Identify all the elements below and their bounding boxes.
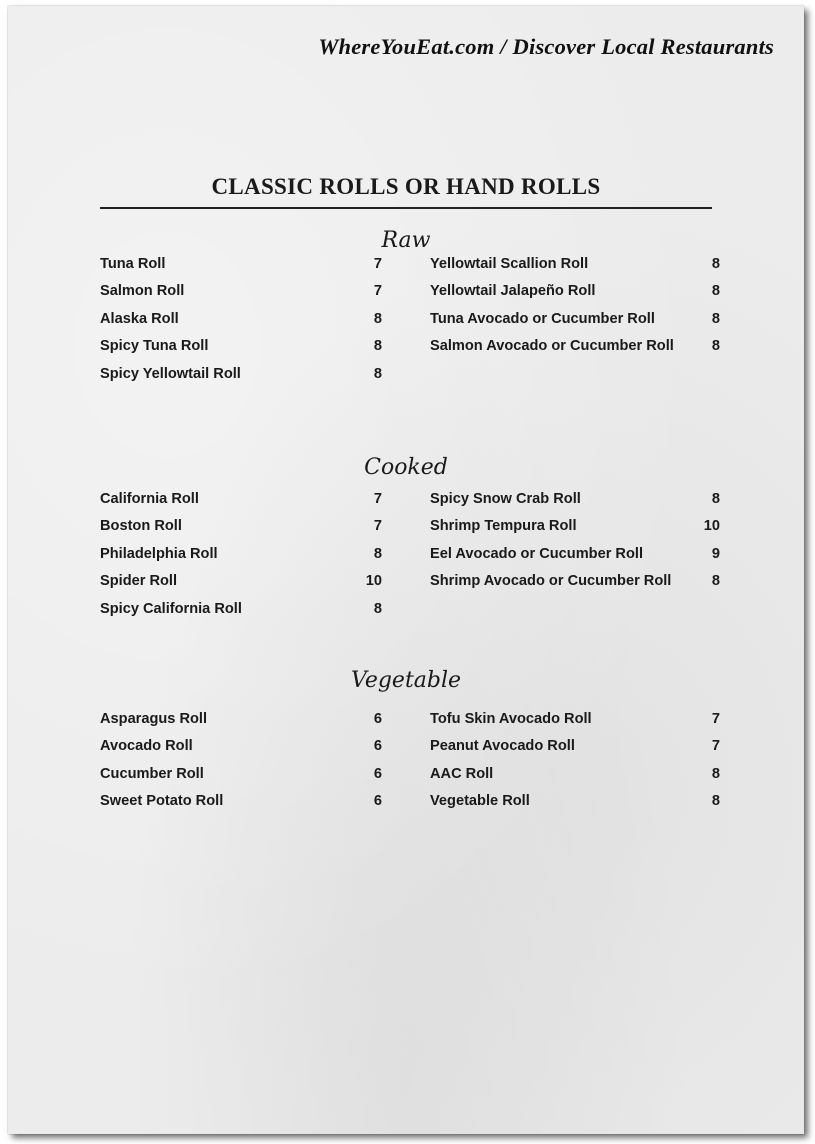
item-price: 7 (373, 491, 382, 507)
menu-item (430, 766, 720, 793)
item-price: 8 (711, 338, 720, 355)
menu-item (430, 793, 720, 820)
site-watermark: WhereYouEat.com / Discover Local Restaurants (318, 34, 774, 59)
menu-item (430, 311, 720, 338)
menu-item (100, 601, 390, 628)
menu-item (100, 366, 390, 393)
item-price: 8 (711, 283, 720, 300)
item-price: 7 (373, 283, 382, 300)
menu-item (100, 546, 390, 573)
item-price: 9 (711, 545, 720, 562)
item-price: 6 (373, 711, 382, 727)
item-price: 10 (703, 518, 720, 535)
menu-item (100, 256, 390, 283)
item-price: 7 (373, 518, 382, 535)
item-name: Philadelphia Roll (100, 545, 218, 562)
cooked-right-list (430, 491, 720, 601)
item-name: Avocado Roll (100, 738, 193, 755)
menu-item (100, 766, 390, 793)
menu-item (100, 311, 390, 338)
item-price: 8 (711, 256, 720, 272)
item-name: Spicy Yellowtail Roll (100, 365, 241, 382)
menu-item (430, 738, 720, 765)
menu-item (100, 491, 390, 518)
item-name: Boston Roll (100, 518, 182, 535)
item-name: Shrimp Tempura Roll (430, 518, 577, 535)
item-name: Salmon Roll (100, 283, 185, 300)
menu-item (100, 738, 390, 765)
item-name: Asparagus Roll (100, 711, 208, 727)
item-name: Spider Roll (100, 573, 178, 590)
item-name: Tuna Avocado or Cucumber Roll (430, 310, 655, 327)
menu-item (100, 573, 390, 600)
item-name: Vegetable Roll (430, 793, 530, 810)
page-title: CLASSIC ROLLS OR HAND ROLLS (211, 174, 601, 199)
item-price: 8 (373, 365, 382, 382)
title-divider (100, 207, 712, 209)
menu-item (430, 491, 720, 518)
raw-left-list (100, 256, 390, 393)
menu-item (430, 711, 720, 738)
item-name: Sweet Potato Roll (100, 793, 224, 810)
item-price: 6 (373, 738, 382, 755)
item-name: Spicy Snow Crab Roll (430, 491, 581, 507)
item-price: 8 (373, 600, 382, 617)
raw-right-list (430, 256, 720, 366)
item-price: 10 (365, 573, 382, 590)
item-name: Cucumber Roll (100, 765, 204, 782)
item-name: Spicy Tuna Roll (100, 338, 209, 355)
item-price: 6 (373, 765, 382, 782)
menu-item (430, 338, 720, 365)
menu-item (430, 518, 720, 545)
menu-item (430, 256, 720, 283)
menu-item (100, 283, 390, 310)
menu-item (100, 793, 390, 820)
vegetable-right-list (430, 711, 720, 821)
item-price: 8 (711, 310, 720, 327)
item-name: Salmon Avocado or Cucumber Roll (430, 338, 674, 355)
cooked-left-list (100, 491, 390, 628)
item-name: Yellowtail Scallion Roll (430, 256, 589, 272)
item-name: California Roll (100, 491, 199, 507)
section-title-raw: Raw (381, 228, 431, 253)
item-price: 7 (711, 738, 720, 755)
item-name: Tofu Skin Avocado Roll (430, 711, 592, 727)
section-title-cooked: Cooked (364, 455, 448, 480)
menu-item (100, 711, 390, 738)
item-name: Spicy California Roll (100, 600, 242, 617)
item-price: 7 (711, 711, 720, 727)
item-name: Peanut Avocado Roll (430, 738, 575, 755)
item-name: Tuna Roll (100, 256, 166, 272)
item-price: 8 (373, 310, 382, 327)
item-price: 7 (373, 256, 382, 272)
item-price: 8 (711, 573, 720, 590)
menu-item (430, 546, 720, 573)
item-price: 8 (373, 545, 382, 562)
item-name: AAC Roll (430, 765, 494, 782)
section-title-vegetable: Vegetable (350, 668, 462, 693)
vegetable-left-list (100, 711, 390, 821)
menu-item (100, 518, 390, 545)
menu-item (100, 338, 390, 365)
item-price: 8 (373, 338, 382, 355)
item-name: Yellowtail Jalapeño Roll (430, 283, 596, 300)
menu-item (430, 283, 720, 310)
item-name: Eel Avocado or Cucumber Roll (430, 545, 643, 562)
item-price: 6 (373, 793, 382, 810)
item-name: Shrimp Avocado or Cucumber Roll (430, 573, 672, 590)
item-price: 8 (711, 765, 720, 782)
item-price: 8 (711, 793, 720, 810)
item-price: 8 (711, 491, 720, 507)
item-name: Alaska Roll (100, 310, 179, 327)
menu-item (430, 573, 720, 600)
menu-page (8, 6, 804, 1134)
